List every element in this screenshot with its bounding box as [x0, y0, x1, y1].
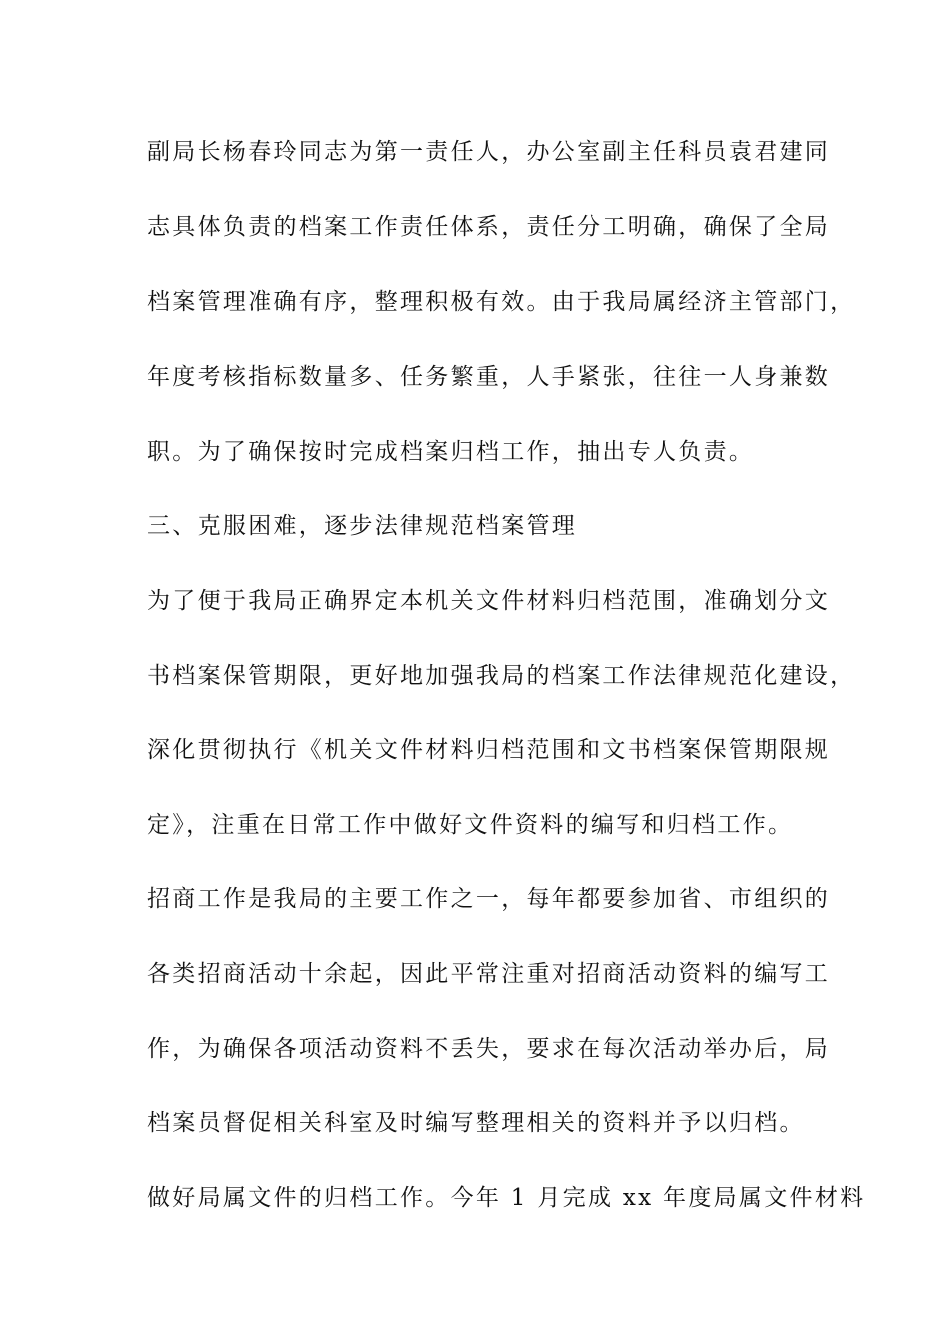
paragraph-line: 招商工作是我局的主要工作之一，每年都要参加省、市组织的 — [147, 886, 831, 912]
paragraph-line: 档案管理准确有序，整理积极有效。由于我局属经济主管部门， — [147, 289, 856, 315]
paragraph-line: 副局长杨春玲同志为第一责任人，办公室副主任科员袁君建同 — [147, 139, 831, 165]
paragraph-line: 书档案保管期限，更好地加强我局的档案工作法律规范化建设， — [147, 663, 856, 689]
section-heading: 三、克服困难，逐步法律规范档案管理 — [147, 513, 578, 539]
paragraph-line: 为了便于我局正确界定本机关文件材料归档范围，准确划分文 — [147, 588, 831, 614]
paragraph-line: 做好局属文件的归档工作。今年 1 月完成 xx 年度局属文件材料 — [147, 1185, 866, 1211]
paragraph-line: 各类招商活动十余起，因此平常注重对招商活动资料的编写工 — [147, 961, 831, 987]
paragraph-line: 定》，注重在日常工作中做好文件资料的编写和归档工作。 — [147, 812, 794, 838]
paragraph-line: 职。为了确保按时完成档案归档工作，抽出专人负责。 — [147, 439, 755, 465]
paragraph-line: 年度考核指标数量多、任务繁重，人手紧张，往往一人身兼数 — [147, 364, 831, 390]
paragraph-line: 深化贯彻执行《机关文件材料归档范围和文书档案保管期限规 — [147, 737, 831, 763]
paragraph-line: 作，为确保各项活动资料不丢失，要求在每次活动举办后，局 — [147, 1036, 831, 1062]
paragraph-line: 志具体负责的档案工作责任体系，责任分工明确，确保了全局 — [147, 214, 831, 240]
paragraph-line: 档案员督促相关科室及时编写整理相关的资料并予以归档。 — [147, 1110, 805, 1136]
